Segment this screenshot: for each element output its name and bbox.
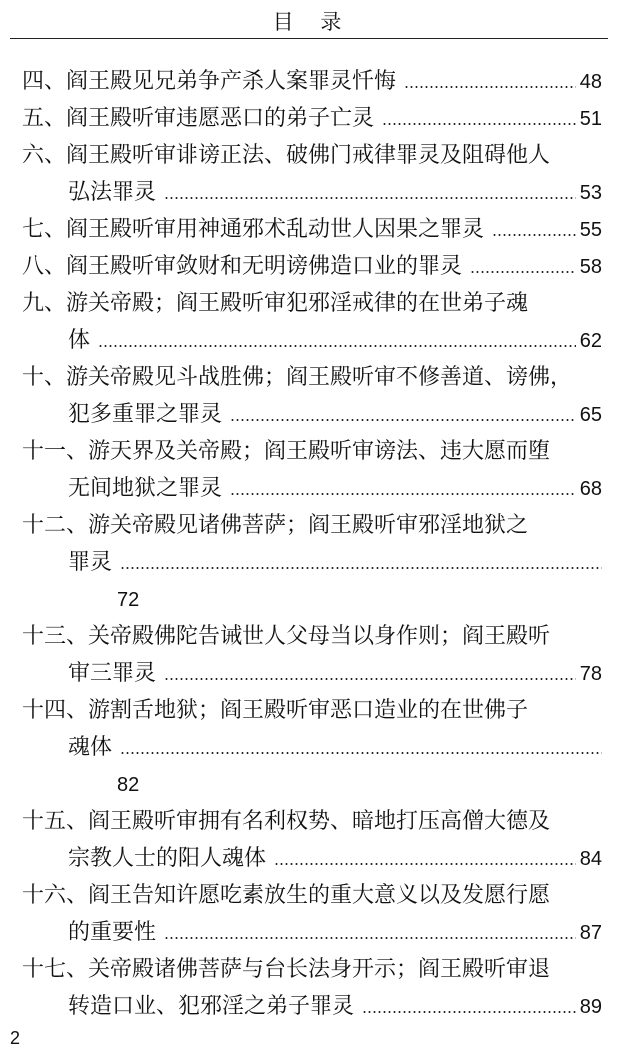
toc-dot-leader [362,1011,576,1013]
toc-entry-line[interactable] [22,360,602,396]
toc-entry-text: 十二、游关帝殿见诸佛菩萨；阎王殿听审邪淫地狱之 [22,513,529,538]
toc-entry-text: 的重要性 [68,920,157,945]
toc-entry-continuation[interactable] [68,397,602,433]
toc-entry-line[interactable] [22,434,602,470]
toc-entry-line[interactable] [22,286,602,322]
toc-entry-text: 十六、阎王告知许愿吃素放生的重大意义以及发愿行愿 [22,883,551,908]
toc-entry-continuation[interactable] [68,989,602,1025]
toc-entry-text: 十五、阎王殿听审拥有名利权势、暗地打压高僧大德及 [22,809,551,834]
toc-entry-text: 体 [68,328,91,353]
toc-dot-leader [120,567,602,569]
toc-entry-continuation[interactable] [68,730,602,766]
toc-dot-leader [120,752,602,754]
toc-dot-leader [164,197,576,199]
toc-dot-leader [230,493,576,495]
toc-entry-line[interactable] [22,804,602,840]
toc-dot-leader [492,234,576,236]
toc-entry-line[interactable] [22,212,602,248]
toc-entry-text: 魂体 [68,735,113,760]
toc-page-number: 58 [579,256,602,278]
toc-entry-continuation[interactable] [68,915,602,951]
toc-dot-leader [164,678,576,680]
toc-entry-continuation[interactable] [68,175,602,211]
page-number: 2 [10,1028,21,1048]
toc-dot-leader [274,863,576,865]
toc-header-title: 目 录 [272,10,352,34]
toc-entry-text: 罪灵 [68,550,113,575]
toc-entry-text: 十一、游天界及关帝殿；阎王殿听审谤法、违大愿而堕 [22,439,551,464]
toc-page-number: 53 [579,182,602,204]
toc-entry-text: 九、游关帝殿；阎王殿听审犯邪淫戒律的在世弟子魂 [22,291,529,316]
toc-entry-line[interactable] [22,64,602,100]
toc-entry-text: 弘法罪灵 [68,180,157,205]
toc-entry-text: 转造口业、犯邪淫之弟子罪灵 [68,994,355,1019]
toc-entry-text: 八、阎王殿听审敛财和无明谤佛造口业的罪灵 [22,254,463,279]
toc-entry-text: 六、阎王殿听审诽谤正法、破佛门戒律罪灵及阻碍他人 [22,143,551,168]
toc-entry-continuation[interactable] [68,841,602,877]
toc-entry-line[interactable] [22,508,602,544]
toc-dot-leader [164,937,576,939]
toc-entry-text: 犯多重罪之罪灵 [68,402,223,427]
toc-dot-leader [404,86,576,88]
toc-entry-text: 七、阎王殿听审用神通邪术乱动世人因果之罪灵 [22,217,485,242]
toc-entry-line[interactable] [22,619,602,655]
toc-page-number: 87 [579,922,602,944]
toc-entry-line[interactable] [22,249,602,285]
toc-dot-leader [230,419,576,421]
toc-entry-continuation[interactable] [68,323,602,359]
toc-dot-leader [98,345,576,347]
toc-entry-line[interactable] [22,952,602,988]
toc-entry-continuation[interactable] [68,471,602,507]
toc-page-number: 62 [579,330,602,352]
toc-entry-text: 五、阎王殿听审违愿恶口的弟子亡灵 [22,106,375,131]
toc-entry-text: 十四、游割舌地狱；阎王殿听审恶口造业的在世佛子 [22,698,529,723]
toc-page-number: 72 [117,589,140,611]
toc-dot-leader [470,271,576,273]
toc-entry-line[interactable] [22,101,602,137]
toc-page-number: 48 [579,71,602,93]
toc-page-number: 78 [579,663,602,685]
toc-entry-continuation[interactable] [68,545,602,581]
toc-entry-text: 十七、关帝殿诸佛菩萨与台长法身开示；阎王殿听审退 [22,957,551,982]
toc-entry-line[interactable] [22,138,602,174]
toc-page-number: 65 [579,404,602,426]
toc-entry-text: 四、阎王殿见兄弟争产杀人案罪灵忏悔 [22,69,397,94]
toc-entry-text: 审三罪灵 [68,661,157,686]
toc-entry-text: 十、游关帝殿见斗战胜佛；阎王殿听审不修善道、谤佛， [22,365,573,390]
toc-entry-line[interactable] [22,693,602,729]
toc-page-number: 89 [579,996,602,1018]
toc-page-number: 84 [579,848,602,870]
toc-entry-continuation[interactable] [68,656,602,692]
toc-entry-line[interactable] [22,878,602,914]
toc-page-number: 82 [117,774,140,796]
toc-entry-text: 十三、关帝殿佛陀告诫世人父母当以身作则；阎王殿听 [22,624,551,649]
toc-entry-text: 无间地狱之罪灵 [68,476,223,501]
toc-page-number: 51 [579,108,602,130]
toc-page-number: 68 [579,478,602,500]
toc-page-number: 55 [579,219,602,241]
toc-dot-leader [382,123,576,125]
toc-entry-text: 宗教人士的阳人魂体 [68,846,267,871]
